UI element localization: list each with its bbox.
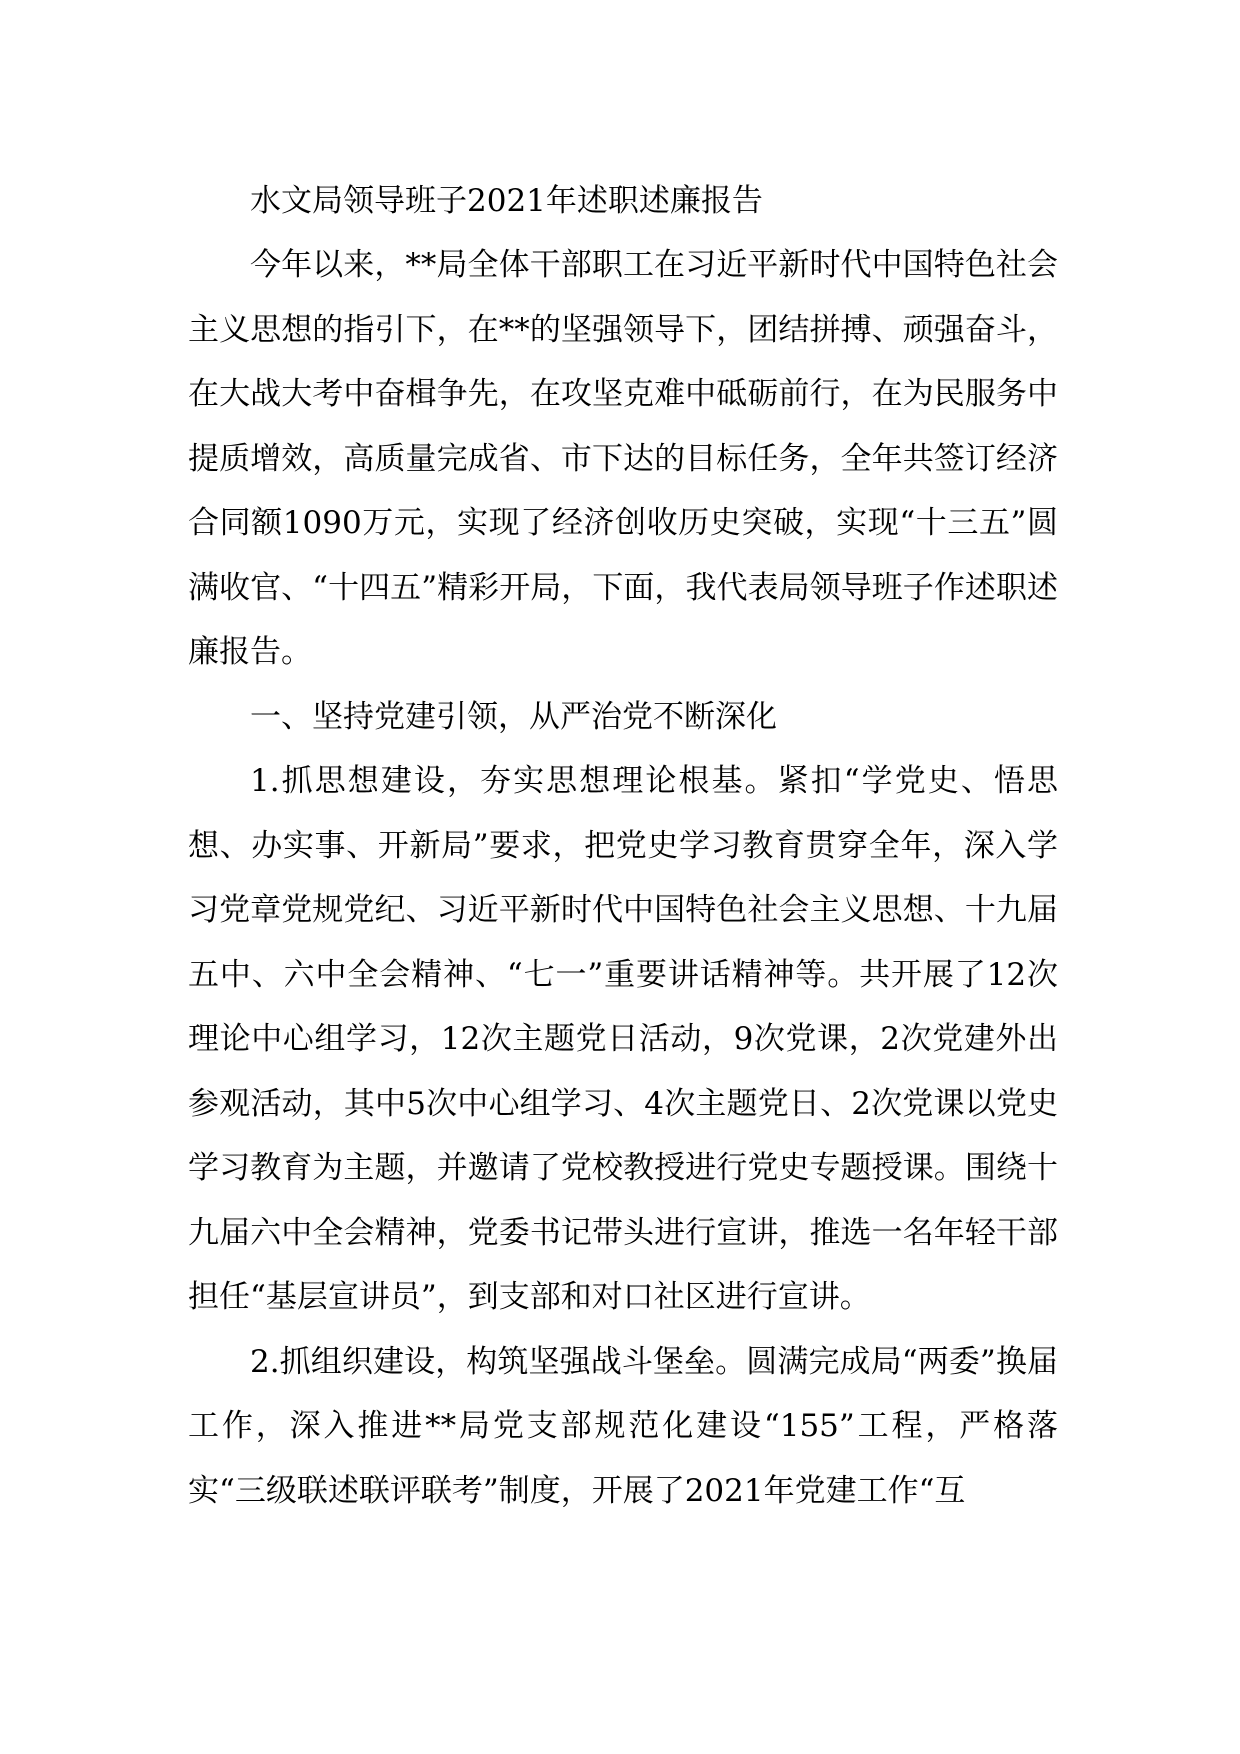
document-body <box>188 170 1058 1523</box>
document-title: 水文局领导班子2021年述职述廉报告 <box>250 183 763 219</box>
intro-paragraph: 今年以来，**局全体干部职工在习近平新时代中国特色社会主义思想的指引下，在**的坚强领导下，团结拼搏、顽强奋斗，在大战大考中奋楫争先，在攻坚克难中砥砺前行，在为民服务中提质增效，高质量完成省、市下达的目标任务，全年共签订经济合同额1090万元，实现了经济创收历史突破，实现“十三五”圆满收官、“十四五”精彩开局，下面，我代表局领导班子作述职述廉报告。 <box>188 247 1058 670</box>
paragraph-organization: 2.抓组织建设，构筑坚强战斗堡垒。圆满完成局“两委”换届工作，深入推进**局党支部规范化建设“155”工程，严格落实“三级联述联评联考”制度，开展了2021年党建工作“互 <box>188 1343 1058 1509</box>
section-heading-1: 一、坚持党建引领，从严治党不断深化 <box>250 698 777 735</box>
paragraph-ideology: 1.抓思想建设，夯实思想理论根基。紧扣“学党史、悟思想、办实事、开新局”要求，把党史学习教育贯穿全年，深入学习党章党规党纪、习近平新时代中国特色社会主义思想、十九届五中、六中全会精神、“七一”重要讲话精神等。共开展了12次理论中心组学习，12次主题党日活动，9次党课，2次党建外出参观活动，其中5次中心组学习、4次主题党日、2次党课以党史学习教育为主题，并邀请了党校教授进行党史专题授课。围绕十九届六中全会精神，党委书记带头进行宣讲，推选一名年轻干部担任“基层宣讲员”，到支部和对口社区进行宣讲。 <box>188 763 1058 1315</box>
